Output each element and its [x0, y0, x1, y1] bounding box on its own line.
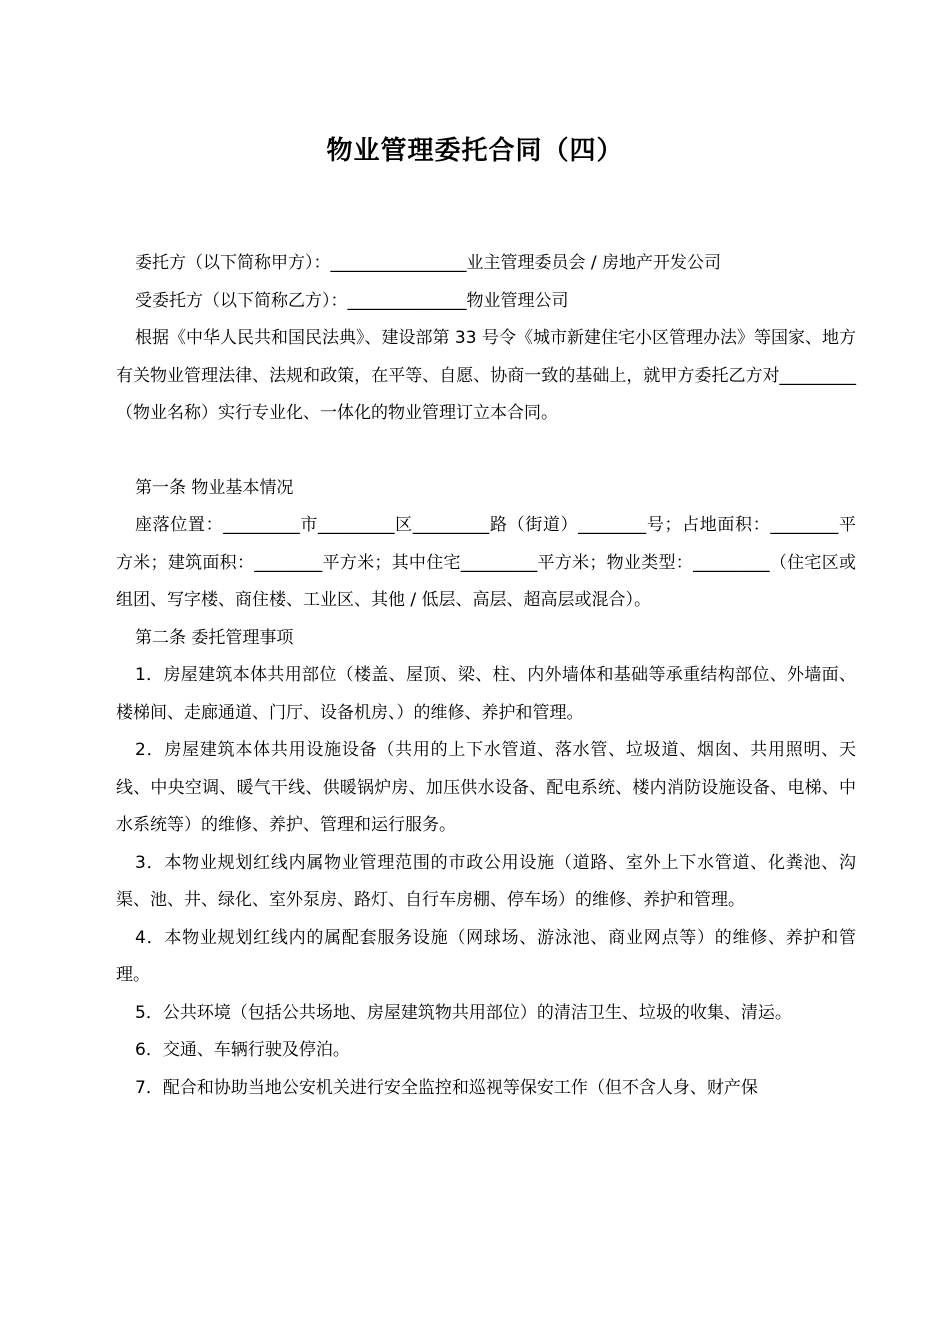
article-2-item-5: 5．公共环境（包括公共场地、房屋建筑物共用部位）的清洁卫生、垃圾的收集、清运。 [135, 1002, 792, 1023]
article-2-item-1: 1．房屋建筑本体共用部位（楼盖、屋顶、梁、柱、内外墙体和基础等承重结构部位、外墙面、楼梯间、走廊通道、门厅、设备机房、）的维修、养护和管理。 [116, 665, 856, 723]
document-title: 物业管理委托合同（四） [326, 136, 624, 166]
article-2-item-3: 3．本物业规划红线内属物业管理范围的市政公用设施（道路、室外上下水管道、化粪池、沟渠、池、井、绿化、室外泵房、路灯、自行车房棚、停车场）的维修、养护和管理。 [116, 852, 856, 910]
document-body [116, 245, 856, 1107]
preamble-paragraph: 根据《中华人民共和国民法典》、建设部第 33 号令《城市新建住宅小区管理办法》等国家、地方有关物业管理法律、法规和政策，在平等、自愿、协商一致的基础上，就甲方委托乙方对_________（物业名称）实行专业化、一体化的物业管理订立本合同。 [116, 328, 856, 423]
article-1-heading: 第一条 物业基本情况 [135, 477, 294, 498]
article-2-heading: 第二条 委托管理事项 [135, 627, 294, 648]
article-1-content: 座落位置：_________市_________区_________路（街道）________号；占地面积：________平方米；建筑面积：________平方米；其中住宅_________平方米；物业类型：_________（住宅区或组团、写字楼、商住楼、工业区、其他 / 低层、高层、超高层或混合）。 [116, 515, 856, 610]
article-2-item-2: 2．房屋建筑本体共用设施设备（共用的上下水管道、落水管、垃圾道、烟囱、共用照明、天线、中央空调、暖气干线、供暖锅炉房、加压供水设备、配电系统、楼内消防设施设备、电梯、中水系统等）的维修、养护、管理和运行服务。 [116, 740, 856, 835]
party-b-line: 受委托方（以下简称乙方）：______________物业管理公司 [135, 290, 569, 311]
article-2-item-4: 4．本物业规划红线内的属配套服务设施（网球场、游泳池、商业网点等）的维修、养护和管理。 [116, 927, 856, 985]
article-2-item-6: 6．交通、车辆行驶及停泊。 [135, 1040, 350, 1060]
party-a-line: 委托方（以下简称甲方）：________________业主管理委员会 / 房地产开发公司 [135, 253, 722, 273]
article-2-item-7: 7．配合和协助当地公安机关进行安全监控和巡视等保安工作（但不含人身、财产保 [135, 1077, 758, 1098]
